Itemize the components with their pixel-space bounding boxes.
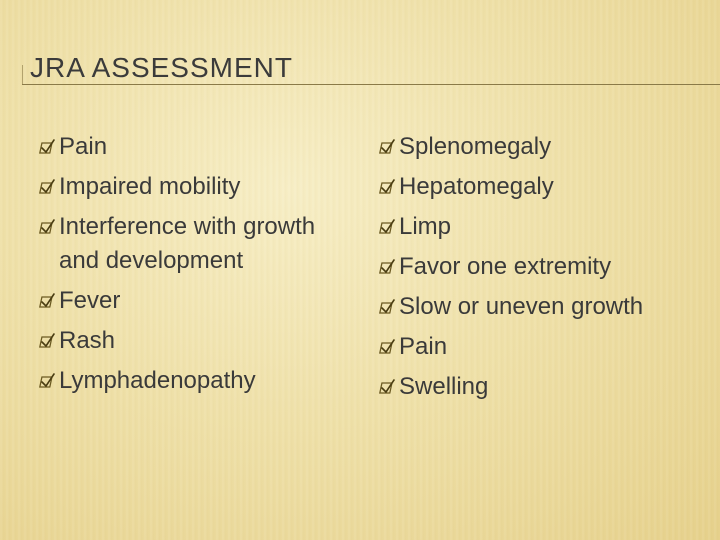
list-item: [378, 370, 708, 404]
list-item: [378, 330, 708, 364]
list-item-text: Rash: [59, 327, 116, 354]
check-box-icon: [378, 218, 396, 236]
list-item-text: Impaired mobility: [59, 173, 241, 200]
check-box-icon: [38, 178, 56, 196]
check-box-icon: [378, 298, 396, 316]
list-item: [378, 250, 708, 284]
check-box-icon: [378, 178, 396, 196]
list-item: [38, 324, 328, 358]
left-bullet-list: [38, 130, 328, 404]
right-bullet-list: [378, 130, 708, 410]
check-box-icon: [38, 332, 56, 350]
check-box-icon: [38, 372, 56, 390]
check-box-icon: [378, 338, 396, 356]
check-box-icon: [38, 292, 56, 310]
check-box-icon: [378, 138, 396, 156]
list-item-text: Pain: [399, 333, 448, 360]
list-item-text: Lymphadenopathy: [59, 367, 256, 394]
list-item: [378, 210, 708, 244]
list-item: [38, 170, 328, 204]
check-box-icon: [38, 138, 56, 156]
list-item: [38, 130, 328, 164]
list-item-text: Interference with growth and development: [59, 213, 316, 274]
check-box-icon: [378, 258, 396, 276]
list-item-text: Hepatomegaly: [399, 173, 554, 200]
title-underline: [22, 84, 720, 85]
list-item: [38, 364, 328, 398]
list-item: [38, 284, 328, 318]
check-box-icon: [38, 218, 56, 236]
list-item-text: Limp: [399, 213, 452, 240]
slide-title: JRA ASSESSMENT: [30, 52, 293, 83]
list-item-text: Slow or uneven growth: [399, 293, 644, 320]
list-item: [378, 170, 708, 204]
list-item-text: Favor one extremity: [399, 253, 612, 280]
list-item-text: Fever: [59, 287, 121, 314]
list-item-text: Swelling: [399, 373, 489, 400]
list-item: [38, 210, 328, 278]
list-item: [378, 130, 708, 164]
list-item-text: Splenomegaly: [399, 133, 552, 160]
title-rule-tick: [22, 65, 23, 85]
list-item: [378, 290, 708, 324]
list-item-text: Pain: [59, 133, 108, 160]
check-box-icon: [378, 378, 396, 396]
